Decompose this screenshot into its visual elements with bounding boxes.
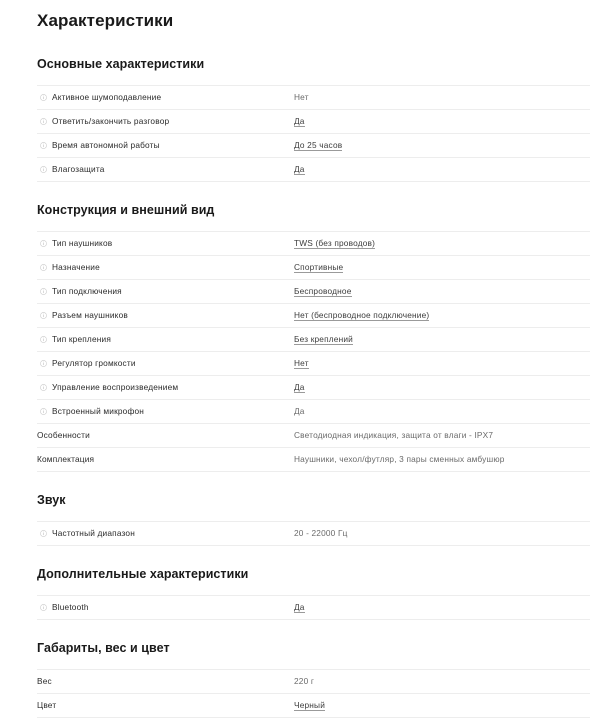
specification-value-link[interactable]: Да bbox=[294, 116, 305, 126]
specification-section bbox=[37, 472, 590, 546]
specification-label: Назначение bbox=[52, 262, 100, 272]
info-icon[interactable] bbox=[40, 312, 47, 319]
specification-value: 220 г bbox=[294, 676, 315, 686]
specification-label: Bluetooth bbox=[52, 602, 89, 612]
info-icon[interactable] bbox=[40, 240, 47, 247]
specification-value-cell bbox=[294, 424, 590, 447]
specification-label-cell bbox=[37, 110, 294, 133]
info-icon[interactable] bbox=[40, 336, 47, 343]
section-title: Габариты, вес и цвет bbox=[37, 641, 170, 655]
specification-value-link[interactable]: Беспроводное bbox=[294, 286, 352, 296]
specification-label: Разъем наушников bbox=[52, 310, 128, 320]
specification-section bbox=[37, 546, 590, 620]
info-icon[interactable] bbox=[40, 94, 47, 101]
section-title: Конструкция и внешний вид bbox=[37, 203, 215, 217]
specification-value-cell bbox=[294, 448, 590, 471]
specification-label-cell bbox=[37, 522, 294, 545]
info-icon[interactable] bbox=[40, 604, 47, 611]
info-icon[interactable] bbox=[40, 360, 47, 367]
specification-label: Регулятор громкости bbox=[52, 358, 136, 368]
specification-row bbox=[37, 400, 590, 424]
specification-label-cell bbox=[37, 596, 294, 619]
specification-value-cell bbox=[294, 400, 590, 423]
specification-label: Комплектация bbox=[37, 454, 95, 464]
specification-label: Активное шумоподавление bbox=[52, 92, 162, 102]
specification-label-cell bbox=[37, 134, 294, 157]
specification-value-cell bbox=[294, 670, 590, 693]
specification-sections bbox=[37, 31, 590, 718]
specification-label-cell bbox=[37, 280, 294, 303]
specification-label-cell bbox=[37, 158, 294, 181]
specification-label-cell bbox=[37, 352, 294, 375]
specification-section bbox=[37, 620, 590, 718]
specification-rows bbox=[37, 85, 590, 182]
specification-value-cell bbox=[294, 86, 590, 109]
info-icon[interactable] bbox=[40, 384, 47, 391]
section-title: Дополнительные характеристики bbox=[37, 567, 249, 581]
specification-rows bbox=[37, 231, 590, 472]
specification-row bbox=[37, 304, 590, 328]
specification-row bbox=[37, 669, 590, 694]
info-icon[interactable] bbox=[40, 408, 47, 415]
specification-label-cell bbox=[37, 86, 294, 109]
specification-row bbox=[37, 256, 590, 280]
specification-label-cell bbox=[37, 376, 294, 399]
specification-label: Управление воспроизведением bbox=[52, 382, 179, 392]
specification-row bbox=[37, 521, 590, 546]
specification-label: Частотный диапазон bbox=[52, 528, 135, 538]
specification-value: Наушники, чехол/футляр, 3 пары сменных амбушюр bbox=[294, 454, 505, 464]
specification-label-cell bbox=[37, 400, 294, 423]
specification-label-cell bbox=[37, 424, 294, 447]
specification-row bbox=[37, 694, 590, 718]
info-icon[interactable] bbox=[40, 142, 47, 149]
specification-label-cell bbox=[37, 694, 294, 717]
specification-label: Особенности bbox=[37, 430, 90, 440]
specification-rows bbox=[37, 521, 590, 546]
specification-row bbox=[37, 158, 590, 182]
specification-label-cell bbox=[37, 448, 294, 471]
specification-value-cell bbox=[294, 596, 590, 619]
specification-value-cell bbox=[294, 304, 590, 327]
specification-value-cell bbox=[294, 694, 590, 717]
specification-value-cell bbox=[294, 256, 590, 279]
specification-row bbox=[37, 110, 590, 134]
info-icon[interactable] bbox=[40, 530, 47, 537]
specification-value-cell bbox=[294, 110, 590, 133]
specification-value-cell bbox=[294, 232, 590, 255]
specification-value: Да bbox=[294, 406, 305, 416]
specification-value-link[interactable]: Спортивные bbox=[294, 262, 344, 272]
specification-value-link[interactable]: Нет bbox=[294, 358, 309, 368]
specification-value-link[interactable]: Да bbox=[294, 382, 305, 392]
info-icon[interactable] bbox=[40, 166, 47, 173]
specification-label-cell bbox=[37, 304, 294, 327]
page-title: Характеристики bbox=[37, 11, 174, 30]
specification-label-cell bbox=[37, 328, 294, 351]
specification-rows bbox=[37, 595, 590, 620]
specification-row bbox=[37, 328, 590, 352]
specification-label: Тип наушников bbox=[52, 238, 113, 248]
specification-value-link[interactable]: Без креплений bbox=[294, 334, 353, 344]
section-title: Основные характеристики bbox=[37, 57, 205, 71]
specification-label: Вес bbox=[37, 676, 52, 686]
specification-label-cell bbox=[37, 256, 294, 279]
specification-row bbox=[37, 231, 590, 256]
specification-label: Цвет bbox=[37, 700, 57, 710]
specification-rows bbox=[37, 669, 590, 718]
specification-label: Влагозащита bbox=[52, 164, 105, 174]
specification-value-cell bbox=[294, 376, 590, 399]
specification-value-cell bbox=[294, 522, 590, 545]
specification-value-link[interactable]: Нет (беспроводное подключение) bbox=[294, 310, 430, 320]
specification-value-cell bbox=[294, 352, 590, 375]
specification-value-cell bbox=[294, 280, 590, 303]
specification-label: Встроенный микрофон bbox=[52, 406, 145, 416]
specification-section bbox=[37, 31, 590, 182]
specification-row bbox=[37, 352, 590, 376]
specification-value-link[interactable]: TWS (без проводов) bbox=[294, 238, 376, 248]
specification-label-cell bbox=[37, 670, 294, 693]
specification-row bbox=[37, 448, 590, 472]
info-icon[interactable] bbox=[40, 288, 47, 295]
specification-value-link[interactable]: До 25 часов bbox=[294, 140, 343, 150]
specification-row bbox=[37, 376, 590, 400]
specification-label: Тип подключения bbox=[52, 286, 122, 296]
specification-value: 20 - 22000 Гц bbox=[294, 528, 348, 538]
specification-row bbox=[37, 85, 590, 110]
specification-row bbox=[37, 280, 590, 304]
specification-label: Ответить/закончить разговор bbox=[52, 116, 170, 126]
specification-label-cell bbox=[37, 232, 294, 255]
specification-value-link[interactable]: Да bbox=[294, 164, 305, 174]
section-title: Звук bbox=[37, 493, 66, 507]
specification-row bbox=[37, 424, 590, 448]
specification-value-link[interactable]: Черный bbox=[294, 700, 326, 710]
specification-value-link[interactable]: Да bbox=[294, 602, 305, 612]
specification-section bbox=[37, 182, 590, 472]
specification-value: Светодиодная индикация, защита от влаги - IPX7 bbox=[294, 430, 494, 440]
specification-value-cell bbox=[294, 328, 590, 351]
specification-value-cell bbox=[294, 134, 590, 157]
info-icon[interactable] bbox=[40, 264, 47, 271]
info-icon[interactable] bbox=[40, 118, 47, 125]
specification-label: Время автономной работы bbox=[52, 140, 160, 150]
specification-row bbox=[37, 134, 590, 158]
specification-label: Тип крепления bbox=[52, 334, 111, 344]
specification-value: Нет bbox=[294, 92, 309, 102]
specification-value-cell bbox=[294, 158, 590, 181]
specification-row bbox=[37, 595, 590, 620]
